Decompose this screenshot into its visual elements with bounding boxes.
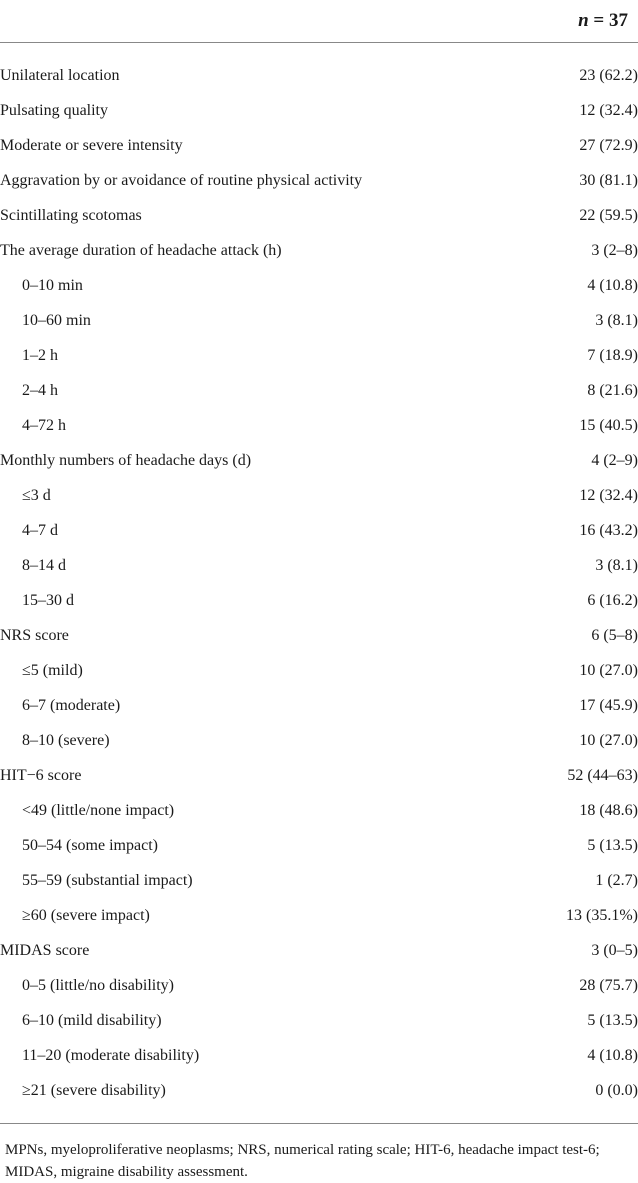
table-row (0, 93, 638, 128)
row-label: MIDAS score (0, 941, 90, 959)
row-value: 5 (13.5) (587, 836, 638, 854)
n-symbol: n (578, 10, 589, 31)
row-label: HIT−6 score (0, 766, 82, 784)
row-value: 16 (43.2) (579, 521, 638, 539)
table-row (0, 653, 638, 688)
row-value: 8 (21.6) (587, 381, 638, 399)
row-value: 27 (72.9) (579, 136, 638, 154)
row-sublabel: ≤3 d (22, 486, 51, 504)
row-sublabel: 4–7 d (22, 521, 58, 539)
row-sublabel: ≤5 (mild) (22, 661, 83, 679)
row-value: 30 (81.1) (579, 171, 638, 189)
row-value: 6 (5–8) (591, 626, 638, 644)
table-row (0, 513, 638, 548)
table-row (0, 618, 638, 653)
row-value: 13 (35.1%) (566, 906, 638, 924)
n-value: = 37 (588, 10, 628, 31)
table-row (0, 303, 638, 338)
row-value: 6 (16.2) (587, 591, 638, 609)
table-row (0, 1073, 638, 1108)
table-row (0, 408, 638, 443)
row-value: 4 (2–9) (591, 451, 638, 469)
row-sublabel: 4–72 h (22, 416, 66, 434)
table-row (0, 548, 638, 583)
table-row (0, 793, 638, 828)
row-value: 22 (59.5) (579, 206, 638, 224)
row-value: 3 (8.1) (595, 311, 638, 329)
row-sublabel: 2–4 h (22, 381, 58, 399)
row-label: NRS score (0, 626, 69, 644)
row-value: 17 (45.9) (579, 696, 638, 714)
row-value: 28 (75.7) (579, 976, 638, 994)
row-sublabel: 55–59 (substantial impact) (22, 871, 193, 889)
row-label: The average duration of headache attack (h) (0, 241, 282, 259)
row-label: Monthly numbers of headache days (d) (0, 451, 252, 469)
row-value: 7 (18.9) (587, 346, 638, 364)
row-label: Moderate or severe intensity (0, 136, 183, 154)
row-value: 23 (62.2) (579, 66, 638, 84)
row-value: 12 (32.4) (579, 101, 638, 119)
row-sublabel: 0–5 (little/no disability) (22, 976, 174, 994)
row-value: 0 (0.0) (595, 1081, 638, 1099)
table-row (0, 373, 638, 408)
table-row (0, 758, 638, 793)
table-row (0, 268, 638, 303)
table-row (0, 863, 638, 898)
row-sublabel: <49 (little/none impact) (22, 801, 175, 819)
row-sublabel: 6–10 (mild disability) (22, 1011, 162, 1029)
table-row (0, 933, 638, 968)
row-value: 15 (40.5) (579, 416, 638, 434)
row-sublabel: 1–2 h (22, 346, 58, 364)
row-sublabel: 6–7 (moderate) (22, 696, 121, 714)
results-table-body (0, 58, 638, 1108)
row-sublabel: 0–10 min (22, 276, 83, 294)
table-row (0, 233, 638, 268)
row-sublabel: ≥60 (severe impact) (22, 906, 150, 924)
table-row (0, 198, 638, 233)
row-value: 3 (8.1) (595, 556, 638, 574)
row-sublabel: 8–10 (severe) (22, 731, 110, 749)
row-value: 12 (32.4) (579, 486, 638, 504)
table-row (0, 58, 638, 93)
table-row (0, 723, 638, 758)
row-label: Unilateral location (0, 66, 120, 84)
table-footnote: MPNs, myeloproliferative neoplasms; NRS, numerical rating scale; HIT-6, headache impact test-6; MIDAS, migraine disability assessment. (5, 1142, 600, 1180)
row-sublabel: 8–14 d (22, 556, 66, 574)
row-value: 52 (44–63) (567, 766, 638, 784)
row-value: 3 (0–5) (591, 941, 638, 959)
results-table (0, 58, 638, 1108)
row-label: Pulsating quality (0, 101, 108, 119)
table-row (0, 128, 638, 163)
row-value: 10 (27.0) (579, 661, 638, 679)
table-row (0, 478, 638, 513)
table-row (0, 583, 638, 618)
table-row (0, 828, 638, 863)
row-value: 10 (27.0) (579, 731, 638, 749)
table-row (0, 968, 638, 1003)
table-row (0, 898, 638, 933)
row-sublabel: 11–20 (moderate disability) (22, 1046, 200, 1064)
row-value: 4 (10.8) (587, 276, 638, 294)
table-row (0, 163, 638, 198)
table-row (0, 338, 638, 373)
row-sublabel: 15–30 d (22, 591, 74, 609)
row-label: Aggravation by or avoidance of routine physical activity (0, 171, 363, 189)
row-label: Scintillating scotomas (0, 206, 142, 224)
table-row (0, 688, 638, 723)
table-row (0, 443, 638, 478)
row-sublabel: 50–54 (some impact) (22, 836, 158, 854)
table-row (0, 1038, 638, 1073)
sample-size-label (578, 10, 628, 32)
table-row (0, 1003, 638, 1038)
row-value: 3 (2–8) (591, 241, 638, 259)
row-value: 1 (2.7) (595, 871, 638, 889)
row-sublabel: ≥21 (severe disability) (22, 1081, 166, 1099)
row-value: 18 (48.6) (579, 801, 638, 819)
row-value: 5 (13.5) (587, 1011, 638, 1029)
table-header (0, 0, 638, 43)
row-sublabel: 10–60 min (22, 311, 91, 329)
row-value: 4 (10.8) (587, 1046, 638, 1064)
